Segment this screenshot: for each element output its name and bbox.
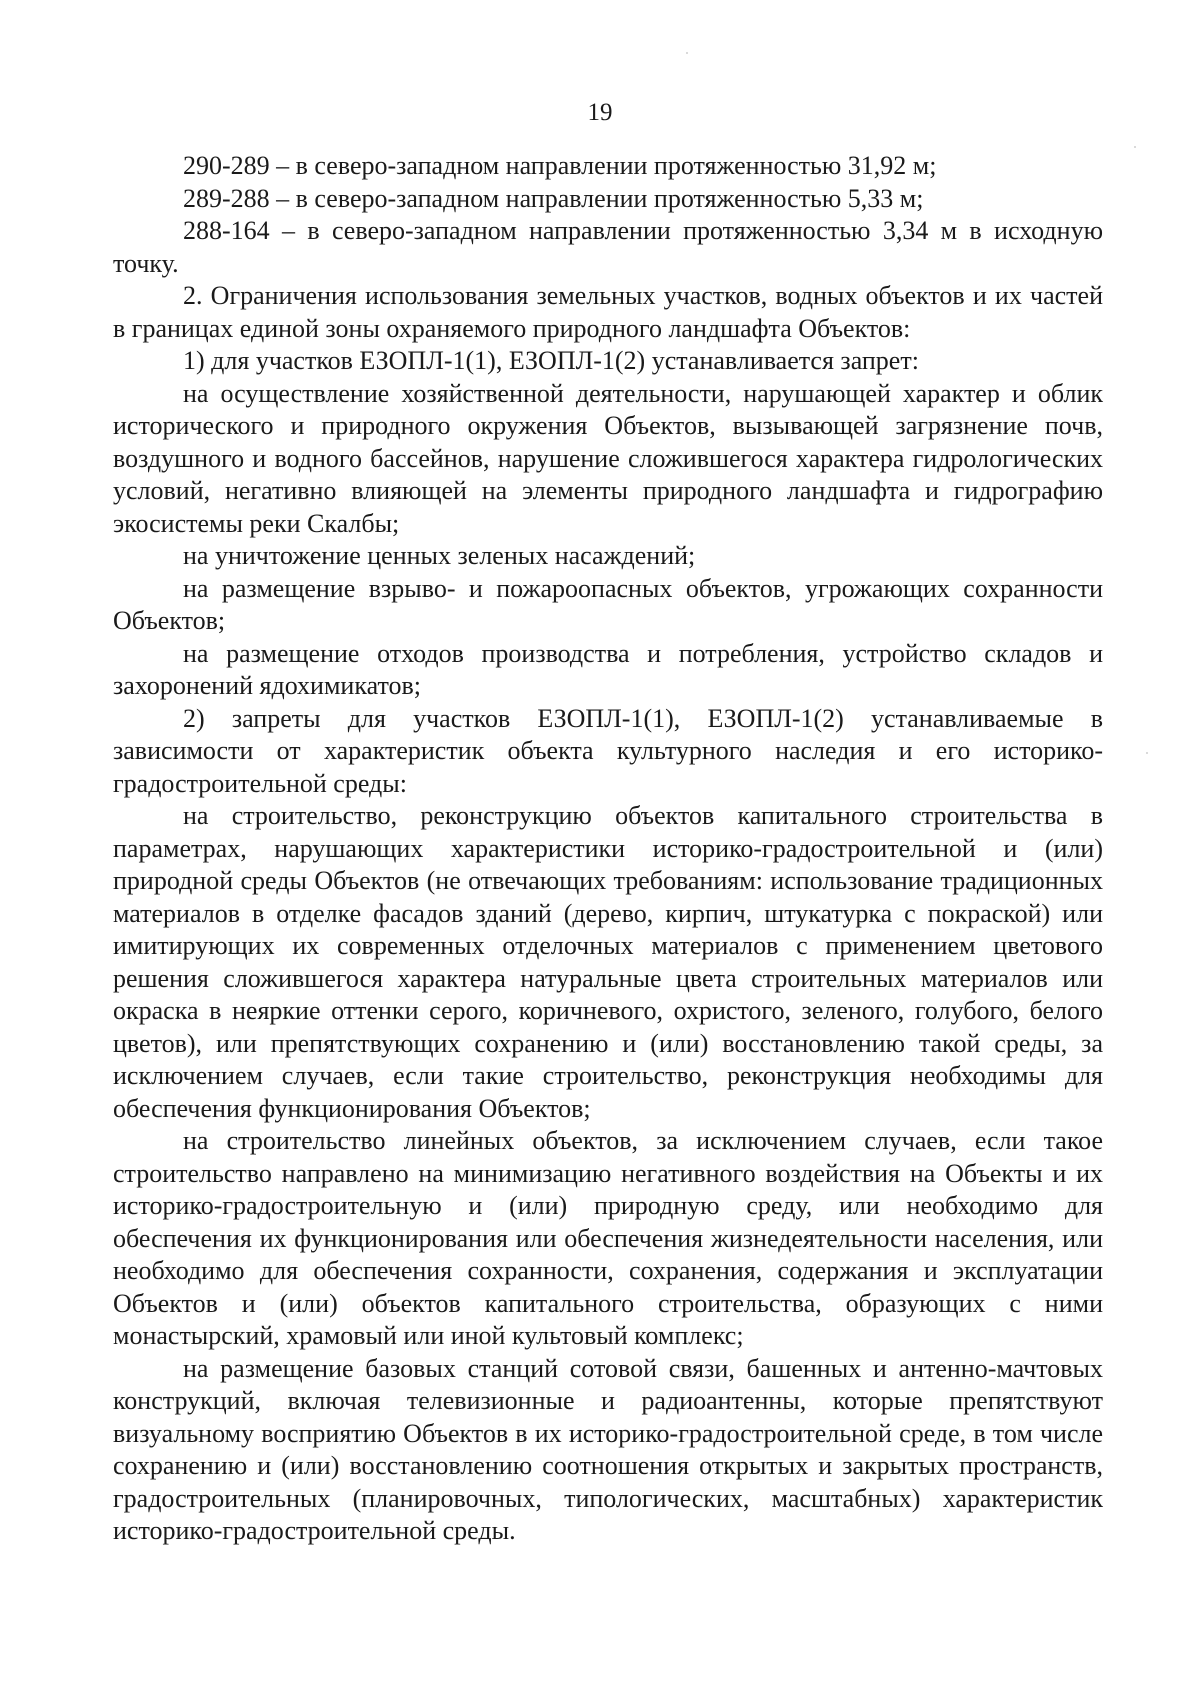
paragraph-segment-290-289: 290-289 – в северо-западном направлении протяженностью 31,92 м; [183, 151, 937, 180]
paragraph-segment-289-288: 289-288 – в северо-западном направлении протяженностью 5,33 м; [183, 183, 924, 213]
paragraph-prohibition-green-spaces: на уничтожение ценных зеленых насаждений; [183, 541, 696, 570]
scan-speck [1134, 146, 1136, 148]
paragraph-item-1: 1) для участков ЕЗОПЛ-1(1), ЕЗОПЛ-1(2) устанавливается запрет: [183, 346, 919, 375]
paragraph-section-2-heading: 2. Ограничения использования земельных участков, водных объектов и их частей в границах единой зоны охраняемого природного ландшафта Объектов: [113, 281, 1103, 343]
paragraph-prohibition-hazardous-objects: на размещение взрыво- и пожароопасных объектов, угрожающих сохранности Объектов; [113, 573, 1103, 635]
paragraph-prohibition-linear-objects: на строительство линейных объектов, за исключением случаев, если такое строительство направлено на минимизацию негативного воздействия на Объекты и их историко-градостроительную и (или) природную среду, или необходимо для обеспечения их функционирования или обеспечения жизнедеятельности населения, или необходимо для обеспечения сохранности, сохранения, содержания и эксплуатации Объектов и (или) объектов капитального строительства, образующих с ними монастырский, храмовый или иной культовый комплекс; [113, 1126, 1103, 1350]
paragraph-segment-288-164: 288-164 – в северо-западном направлении протяженностью 3,34 м в исходную точку. [113, 216, 1103, 278]
scan-speck [686, 52, 688, 54]
paragraph-prohibition-economic-activity: на осуществление хозяйственной деятельности, нарушающей характер и облик исторического и природного окружения Объектов, вызывающей загрязнение почв, воздушного и водного бассейнов, нарушение сложившегося характера гидрологических условий, негативно влияющей на элементы природного ландшафта и гидрографию экосистемы реки Скалбы; [113, 378, 1103, 538]
paragraph-item-2: 2) запреты для участков ЕЗОПЛ-1(1), ЕЗОПЛ-1(2) устанавливаемые в зависимости от характеристик объекта культурного наследия и его историко-градостроительной среды: [113, 703, 1103, 798]
paragraph-prohibition-waste: на размещение отходов производства и потребления, устройство складов и захоронений ядохимикатов; [113, 638, 1103, 700]
scan-speck [1146, 752, 1148, 754]
paragraph-prohibition-antennas: на размещение базовых станций сотовой связи, башенных и антенно-мачтовых конструкций, включая телевизионные и радиоантенны, которые препятствуют визуальному восприятию Объектов в их историко-градостроительной среде, в том числе сохранению и (или) восстановлению соотношения открытых и закрытых пространств, градостроительных (планировочных, типологических, масштабных) характеристик историко-градостроительной среды. [113, 1353, 1103, 1545]
page-number: 19 [587, 99, 613, 126]
document-body [113, 150, 1103, 1548]
paragraph-prohibition-construction: на строительство, реконструкцию объектов капитального строительства в параметрах, нарушающих характеристики историко-градостроительной и (или) природной среды Объектов (не отвечающих требованиям: использование традиционных материалов в отделке фасадов зданий (дерево, кирпич, штукатурка с покраской) или имитирующих их современных отделочных материалов с применением цветового решения сложившегося характера натуральные цвета строительных материалов или окраска в неяркие оттенки серого, коричневого, охристого, зеленого, голубого, белого цветов), или препятствующих сохранению и (или) восстановлению такой среды, за исключением случаев, если такие строительство, реконструкция необходимы для обеспечения функционирования Объектов; [113, 801, 1103, 1123]
